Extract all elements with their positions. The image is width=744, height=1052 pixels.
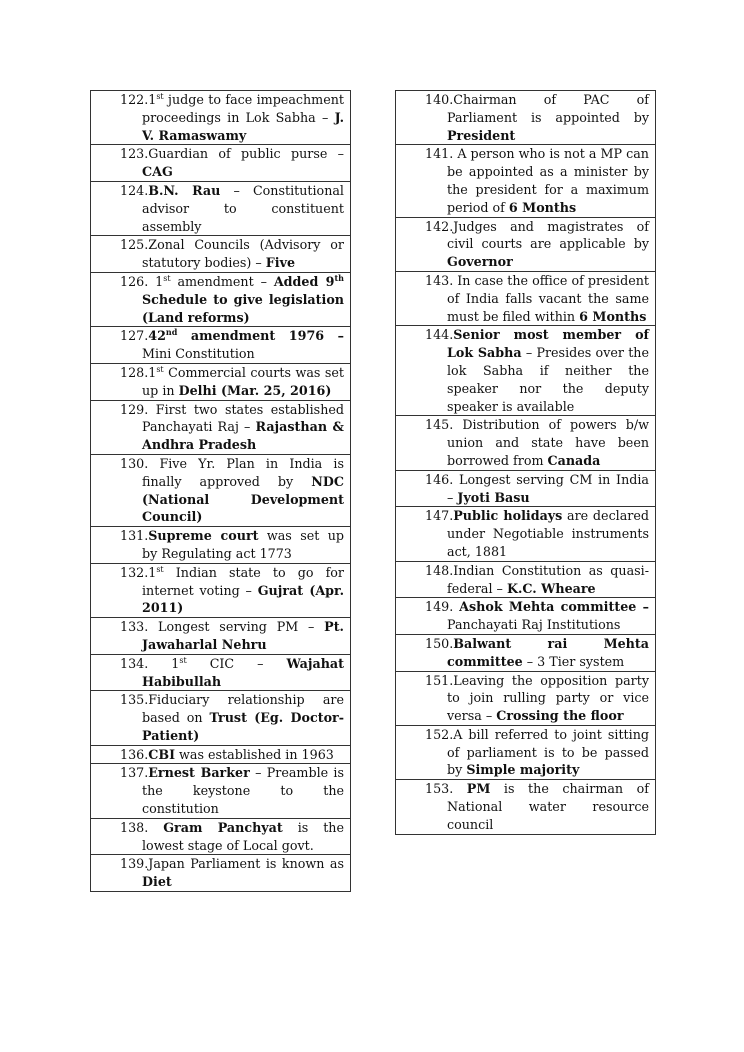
fact-answer: Trust (Eg. Doctor-Patient)	[142, 710, 344, 743]
fact-cell	[91, 455, 350, 527]
fact-number: 130.	[120, 455, 160, 471]
fact-segment: 1	[148, 92, 157, 107]
fact-text	[396, 635, 649, 671]
fact-text	[91, 145, 344, 181]
fact-answer: Crossing the floor	[496, 708, 624, 724]
fact-answer: Governor	[447, 254, 513, 270]
fact-segment: Panchayati Raj Institutions	[447, 617, 621, 633]
fact-answer: Senior most member of Lok Sabha	[447, 327, 649, 361]
fact-segment: In case the office of president of India falls vacant the same must be filed within	[447, 272, 649, 324]
ordinal-suffix: nd	[165, 327, 178, 338]
fact-cell	[91, 527, 350, 564]
fact-segment: Five Yr. Plan in India is finally approved by	[142, 455, 344, 489]
fact-answer: Supreme court	[148, 528, 259, 544]
fact-segment: Fiduciary relationship are based on	[142, 692, 344, 726]
fact-answer: Simple majority	[466, 762, 580, 778]
fact-segment: judge to face impeachment proceedings in Lok Sabha –	[142, 92, 344, 125]
fact-number: 144.	[425, 327, 454, 343]
fact-number: 147.	[425, 508, 454, 524]
fact-text	[91, 182, 344, 235]
fact-number: 146.	[425, 471, 460, 487]
fact-cell	[396, 326, 655, 416]
fact-segment: 1	[171, 655, 180, 671]
fact-segment: – Constitutional advisor to constituent assembly	[142, 182, 344, 234]
fact-segment: 1	[148, 364, 157, 380]
fact-cell	[91, 327, 350, 364]
ordinal-suffix: st	[156, 564, 164, 574]
fact-cell	[91, 564, 350, 618]
fact-cell	[396, 145, 655, 217]
fact-text	[91, 691, 344, 744]
fact-segment: Zonal Councils (Advisory or statutory bodies) –	[142, 237, 344, 271]
fact-answer: Delhi (Mar. 25, 2016)	[178, 382, 332, 398]
fact-segment: Japan Parliament is known as	[148, 856, 344, 872]
fact-text	[396, 326, 649, 415]
fact-answer: Gujrat (Apr. 2011)	[142, 582, 344, 616]
fact-number: 148.	[425, 562, 454, 578]
fact-number: 153.	[425, 781, 467, 797]
fact-cell	[91, 746, 350, 765]
fact-text	[91, 91, 344, 144]
fact-segment: Chairman of PAC of Parliament is appointed by	[447, 92, 649, 125]
fact-cell	[396, 726, 655, 780]
fact-text	[91, 564, 344, 617]
fact-segment: Longest serving PM –	[158, 619, 325, 635]
fact-segment: 1	[148, 564, 157, 580]
fact-segment: – Preamble is the keystone to the constitution	[142, 765, 345, 817]
fact-number: 125.	[120, 237, 149, 253]
fact-segment: are declared under Negotiable instruments act, 1881	[447, 508, 649, 559]
fact-answer: J. V. Ramaswamy	[142, 109, 344, 143]
fact-cell	[91, 364, 350, 401]
fact-answer: Public holidays	[453, 508, 563, 524]
ordinal-suffix: st	[156, 92, 164, 101]
ordinal-suffix: st	[163, 273, 171, 283]
fact-cell	[91, 691, 350, 745]
fact-text	[91, 819, 344, 855]
fact-segment: Commercial courts was set up in	[142, 364, 344, 398]
fact-number: 124.	[120, 182, 149, 198]
fact-text	[396, 672, 649, 725]
fact-answer: CBI	[148, 746, 176, 762]
fact-answer: K.C. Wheare	[506, 580, 596, 596]
fact-answer: Balwant rai Mehta committee	[447, 635, 649, 669]
fact-number: 139.	[120, 856, 149, 872]
fact-cell	[396, 416, 655, 470]
fact-segment: First two states established Panchayati Raj –	[142, 401, 344, 435]
fact-number: 138.	[120, 819, 164, 835]
fact-answer: Rajasthan & Andhra Pradesh	[142, 419, 345, 453]
fact-number: 142.	[425, 218, 454, 234]
fact-number: 145.	[425, 417, 463, 433]
fact-segment: A bill referred to joint sitting of parliament is to be passed by	[447, 726, 649, 778]
fact-text	[396, 145, 649, 216]
fact-answer: Ernest Barker	[148, 765, 250, 781]
fact-cell	[396, 780, 655, 834]
fact-answer: Ashok Mehta committee –	[459, 599, 649, 615]
ordinal-suffix: st	[156, 364, 164, 374]
fact-answer: NDC (National Development Council)	[142, 473, 344, 525]
fact-segment: – Presides over the lok Sabha if neither the speaker nor the deputy speaker is available	[447, 345, 649, 414]
fact-text	[91, 236, 344, 272]
fact-cell	[396, 471, 655, 508]
fact-cell	[91, 182, 350, 236]
fact-number: 149.	[425, 599, 460, 615]
fact-text	[91, 273, 344, 326]
fact-text	[396, 272, 649, 325]
fact-answer: 6 Months	[508, 199, 577, 215]
fact-text	[396, 416, 649, 469]
fact-number: 129.	[120, 401, 156, 417]
fact-number: 133.	[120, 619, 159, 635]
ordinal-suffix: th	[334, 272, 344, 283]
fact-answer: Wajahat Habibullah	[142, 655, 344, 689]
fact-segment: Mini Constitution	[142, 346, 255, 362]
fact-answer: PM	[466, 781, 491, 797]
fact-number: 126.	[120, 273, 156, 289]
fact-answer: Schedule to give legislation (Land reforms)	[142, 291, 344, 325]
fact-text	[91, 455, 344, 526]
fact-cell	[396, 218, 655, 272]
fact-number: 134.	[120, 655, 172, 671]
fact-number: 127.	[120, 328, 149, 344]
fact-segment: Guardian of public purse –	[148, 146, 344, 162]
fact-cell	[91, 855, 350, 892]
fact-segment: is the lowest stage of Local govt.	[142, 819, 344, 853]
fact-text	[91, 655, 344, 691]
right-column	[395, 90, 656, 835]
fact-cell	[91, 764, 350, 818]
fact-cell	[396, 598, 655, 635]
fact-answer: Gram Panchyat	[163, 819, 283, 835]
fact-segment: Judges and magistrates of civil courts are applicable by	[447, 218, 649, 252]
fact-text	[396, 218, 649, 271]
fact-number: 135.	[120, 692, 149, 708]
fact-segment: – 3 Tier system	[522, 653, 625, 669]
fact-segment: Indian Constitution as quasi-federal –	[447, 562, 649, 596]
fact-cell	[396, 672, 655, 726]
fact-text	[91, 618, 344, 654]
fact-answer: President	[447, 127, 516, 143]
fact-cell	[91, 618, 350, 655]
fact-answer: 42	[148, 328, 166, 344]
fact-segment: is the chairman of National water resource council	[447, 781, 649, 832]
fact-text	[91, 401, 344, 454]
fact-segment: A person who is not a MP can be appointed as a minister by the president for a maximum period of	[447, 146, 649, 215]
fact-text	[396, 507, 649, 560]
fact-text	[91, 364, 344, 400]
fact-number: 137.	[120, 765, 149, 781]
fact-text	[396, 562, 649, 598]
fact-number: 131.	[120, 528, 149, 544]
fact-segment: was established in 1963	[175, 746, 334, 762]
fact-segment: Leaving the opposition party to join rulling party or vice versa –	[447, 672, 649, 724]
fact-answer: CAG	[142, 164, 173, 180]
ordinal-suffix: st	[179, 655, 187, 665]
fact-answer: Jyoti Basu	[457, 489, 530, 505]
fact-cell	[91, 273, 350, 327]
fact-segment: 1	[155, 273, 164, 289]
fact-cell	[396, 91, 655, 145]
fact-number: 136.	[120, 746, 149, 762]
fact-answer: B.N. Rau	[148, 182, 221, 198]
fact-cell	[396, 635, 655, 672]
fact-answer: Pt. Jawaharlal Nehru	[142, 619, 344, 652]
fact-cell	[396, 507, 655, 561]
fact-number: 151.	[425, 672, 454, 688]
fact-number: 143.	[425, 272, 458, 288]
fact-cell	[91, 401, 350, 455]
fact-number: 132.	[120, 564, 149, 580]
fact-number: 150.	[425, 635, 454, 651]
fact-answer: Added 9	[273, 273, 335, 289]
fact-answer: Five	[265, 255, 296, 271]
fact-cell	[91, 819, 350, 856]
fact-cell	[91, 236, 350, 273]
fact-answer: Canada	[547, 452, 601, 468]
fact-text	[396, 780, 649, 833]
fact-text	[396, 471, 649, 507]
fact-cell	[91, 91, 350, 145]
fact-segment: CIC –	[186, 655, 287, 671]
fact-number: 141.	[425, 146, 458, 162]
fact-segment: Indian state to go for internet voting –	[142, 564, 344, 598]
fact-segment: Longest serving CM in India –	[447, 471, 649, 505]
fact-text	[91, 327, 344, 363]
fact-cell	[91, 145, 350, 182]
fact-number: 122.	[120, 92, 149, 107]
fact-text	[91, 855, 344, 891]
fact-answer: amendment 1976 –	[177, 328, 344, 344]
fact-segment: amendment –	[170, 273, 274, 289]
fact-answer: Diet	[142, 874, 172, 890]
fact-answer: 6 Months	[579, 308, 647, 324]
fact-cell	[91, 655, 350, 692]
fact-text	[396, 726, 649, 779]
fact-segment: was set up by Regulating act 1773	[142, 528, 344, 561]
fact-cell	[396, 272, 655, 326]
fact-number: 123.	[120, 146, 149, 162]
fact-segment: Distribution of powers b/w union and state have been borrowed from	[447, 417, 649, 468]
fact-text	[396, 598, 649, 634]
fact-text	[91, 527, 344, 563]
fact-number: 152.	[425, 726, 454, 742]
fact-cell	[396, 562, 655, 599]
fact-text	[396, 91, 649, 144]
fact-text	[91, 764, 344, 817]
fact-text	[91, 746, 344, 764]
fact-number: 140.	[425, 92, 454, 107]
fact-number: 128.	[120, 364, 149, 380]
left-column	[90, 90, 351, 892]
